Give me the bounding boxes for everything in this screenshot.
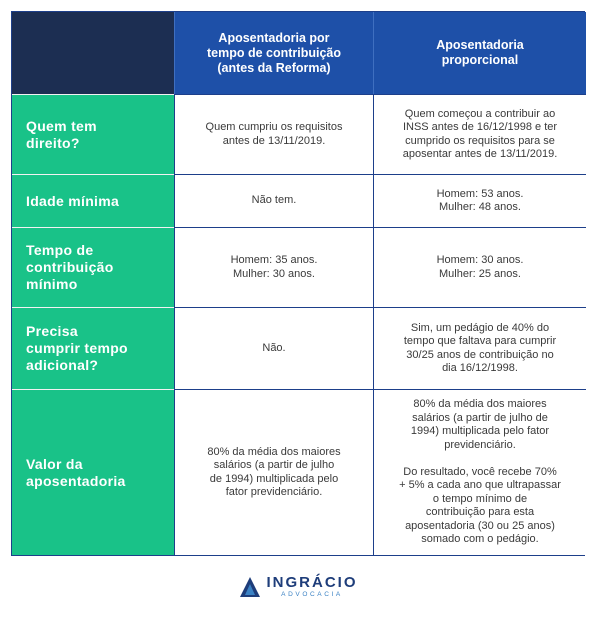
- table-cell: Não.: [174, 307, 373, 389]
- table-cell: Sim, um pedágio de 40% do tempo que faltava para cumprir 30/25 anos de contribuição no dia 16/12/1998.: [373, 307, 586, 389]
- column-header-tempo-contribuicao: Aposentadoria por tempo de contribuição (antes da Reforma): [174, 12, 373, 94]
- table-cell: Quem cumpriu os requisitos antes de 13/11/2019.: [174, 94, 373, 174]
- logo-name: INGRÁCIO: [266, 574, 358, 591]
- triangle-logo-icon: [239, 576, 261, 598]
- table-cell: Não tem.: [174, 174, 373, 227]
- logo-subtitle: ADVOCACIA: [281, 591, 343, 598]
- table-cell: Homem: 30 anos. Mulher: 25 anos.: [373, 227, 586, 307]
- table-cell: Homem: 35 anos. Mulher: 30 anos.: [174, 227, 373, 307]
- comparison-table: [11, 11, 585, 556]
- table-cell: 80% da média dos maiores salários (a partir de julho de 1994) multiplicada pelo fator previdenciário.: [174, 389, 373, 555]
- column-header-proporcional: Aposentadoria proporcional: [373, 12, 586, 94]
- ingracio-logo: [0, 572, 596, 602]
- row-label-quem-tem-direito: Quem tem direito?: [12, 94, 174, 174]
- table-cell: Quem começou a contribuir ao INSS antes de 16/12/1998 e ter cumprido os requisitos para se aposentar antes de 13/11/2019.: [373, 94, 586, 174]
- row-label-idade-minima: Idade mínima: [12, 174, 174, 227]
- table-cell: 80% da média dos maiores salários (a partir de julho de 1994) multiplicada pelo fator previdenciário. Do resultado, você recebe 70% + 5% a cada ano que ultrapassar o tempo mínimo de contribuição para esta aposentadoria (30 ou 25 anos) somado com o pedágio.: [373, 389, 586, 555]
- table-corner: [12, 12, 174, 94]
- table-cell: Homem: 53 anos. Mulher: 48 anos.: [373, 174, 586, 227]
- row-label-tempo-contribuicao: Tempo de contribuição mínimo: [12, 227, 174, 307]
- row-label-valor-aposentadoria: Valor da aposentadoria: [12, 389, 174, 555]
- row-label-tempo-adicional: Precisa cumprir tempo adicional?: [12, 307, 174, 389]
